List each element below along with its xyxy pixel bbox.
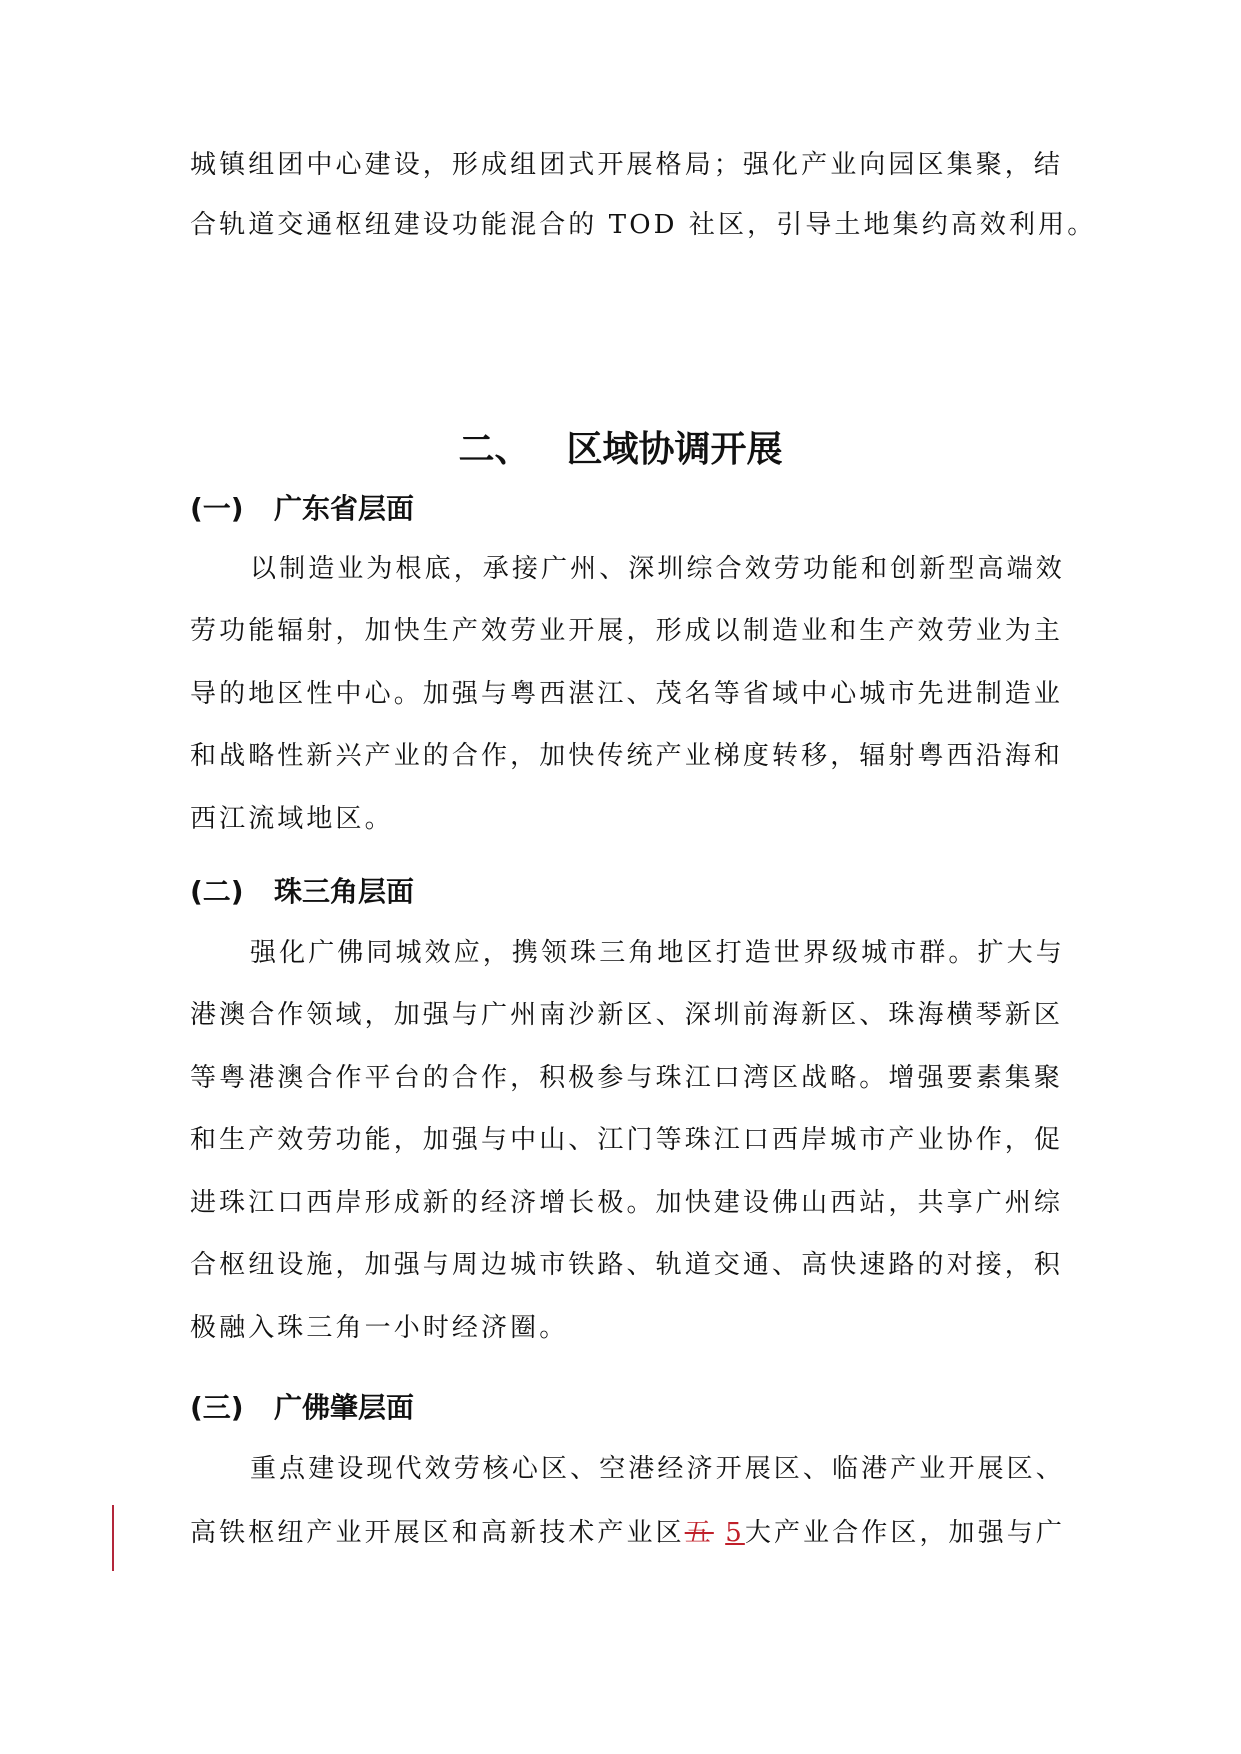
- subheading-title: 广东省层面: [274, 492, 415, 525]
- paragraph-line: 城镇组团中心建设，形成组团式开展格局；强化产业向园区集聚，结: [190, 150, 1064, 180]
- deleted-text: 五: [684, 1518, 714, 1548]
- paragraph-line: 和战略性新兴产业的合作，加快传统产业梯度转移，辐射粤西沿海和: [190, 741, 1064, 771]
- paragraph-line: 西江流域地区。: [190, 804, 394, 834]
- section-heading: [0, 428, 1241, 472]
- subheading-2: [190, 874, 414, 910]
- subheading-number: (三): [190, 1391, 244, 1424]
- text-before-revision: 高铁枢纽产业开展区和高新技术产业区: [190, 1518, 685, 1548]
- change-bar: [112, 1505, 114, 1571]
- paragraph-line: 导的地区性中心。加强与粤西湛江、茂名等省域中心城市先进制造业: [190, 679, 1064, 709]
- paragraph-line: 进珠江口西岸形成新的经济增长极。加快建设佛山西站，共享广州综: [190, 1188, 1064, 1218]
- paragraph-line: 以制造业为根底，承接广州、深圳综合效劳功能和创新型高端效: [250, 554, 1065, 584]
- paragraph-line-revised: [190, 1515, 1065, 1551]
- paragraph-line: 极融入珠三角一小时经济圈。: [190, 1313, 569, 1343]
- paragraph-line: 合枢纽设施，加强与周边城市铁路、轨道交通、高快速路的对接，积: [190, 1250, 1064, 1280]
- subheading-title: 珠三角层面: [274, 875, 415, 908]
- subheading-number: (二): [190, 875, 244, 908]
- section-number: 二、: [458, 429, 531, 470]
- paragraph-line: 劳功能辐射，加快生产效劳业开展，形成以制造业和生产效劳业为主: [190, 616, 1064, 646]
- paragraph-line: 等粤港澳合作平台的合作，积极参与珠江口湾区战略。增强要素集聚: [190, 1063, 1064, 1093]
- subheading-1: [190, 491, 414, 527]
- subheading-title: 广佛肇层面: [274, 1391, 415, 1424]
- subheading-number: (一): [190, 492, 244, 525]
- inserted-text: 5: [725, 1518, 745, 1548]
- paragraph-line: 重点建设现代效劳核心区、空港经济开展区、临港产业开展区、: [250, 1454, 1065, 1484]
- section-title: 区域协调开展: [566, 429, 783, 470]
- paragraph-line: 港澳合作领域，加强与广州南沙新区、深圳前海新区、珠海横琴新区: [190, 1000, 1064, 1030]
- paragraph-line: 合轨道交通枢纽建设功能混合的 TOD 社区，引导土地集约高效利用。: [190, 210, 1097, 240]
- paragraph-line: 和生产效劳功能，加强与中山、江门等珠江口西岸城市产业协作，促: [190, 1125, 1064, 1155]
- text-after-revision: 大产业合作区，加强与广: [744, 1518, 1065, 1548]
- subheading-3: [190, 1390, 414, 1426]
- paragraph-line: 强化广佛同城效应，携领珠三角地区打造世界级城市群。扩大与: [250, 938, 1065, 968]
